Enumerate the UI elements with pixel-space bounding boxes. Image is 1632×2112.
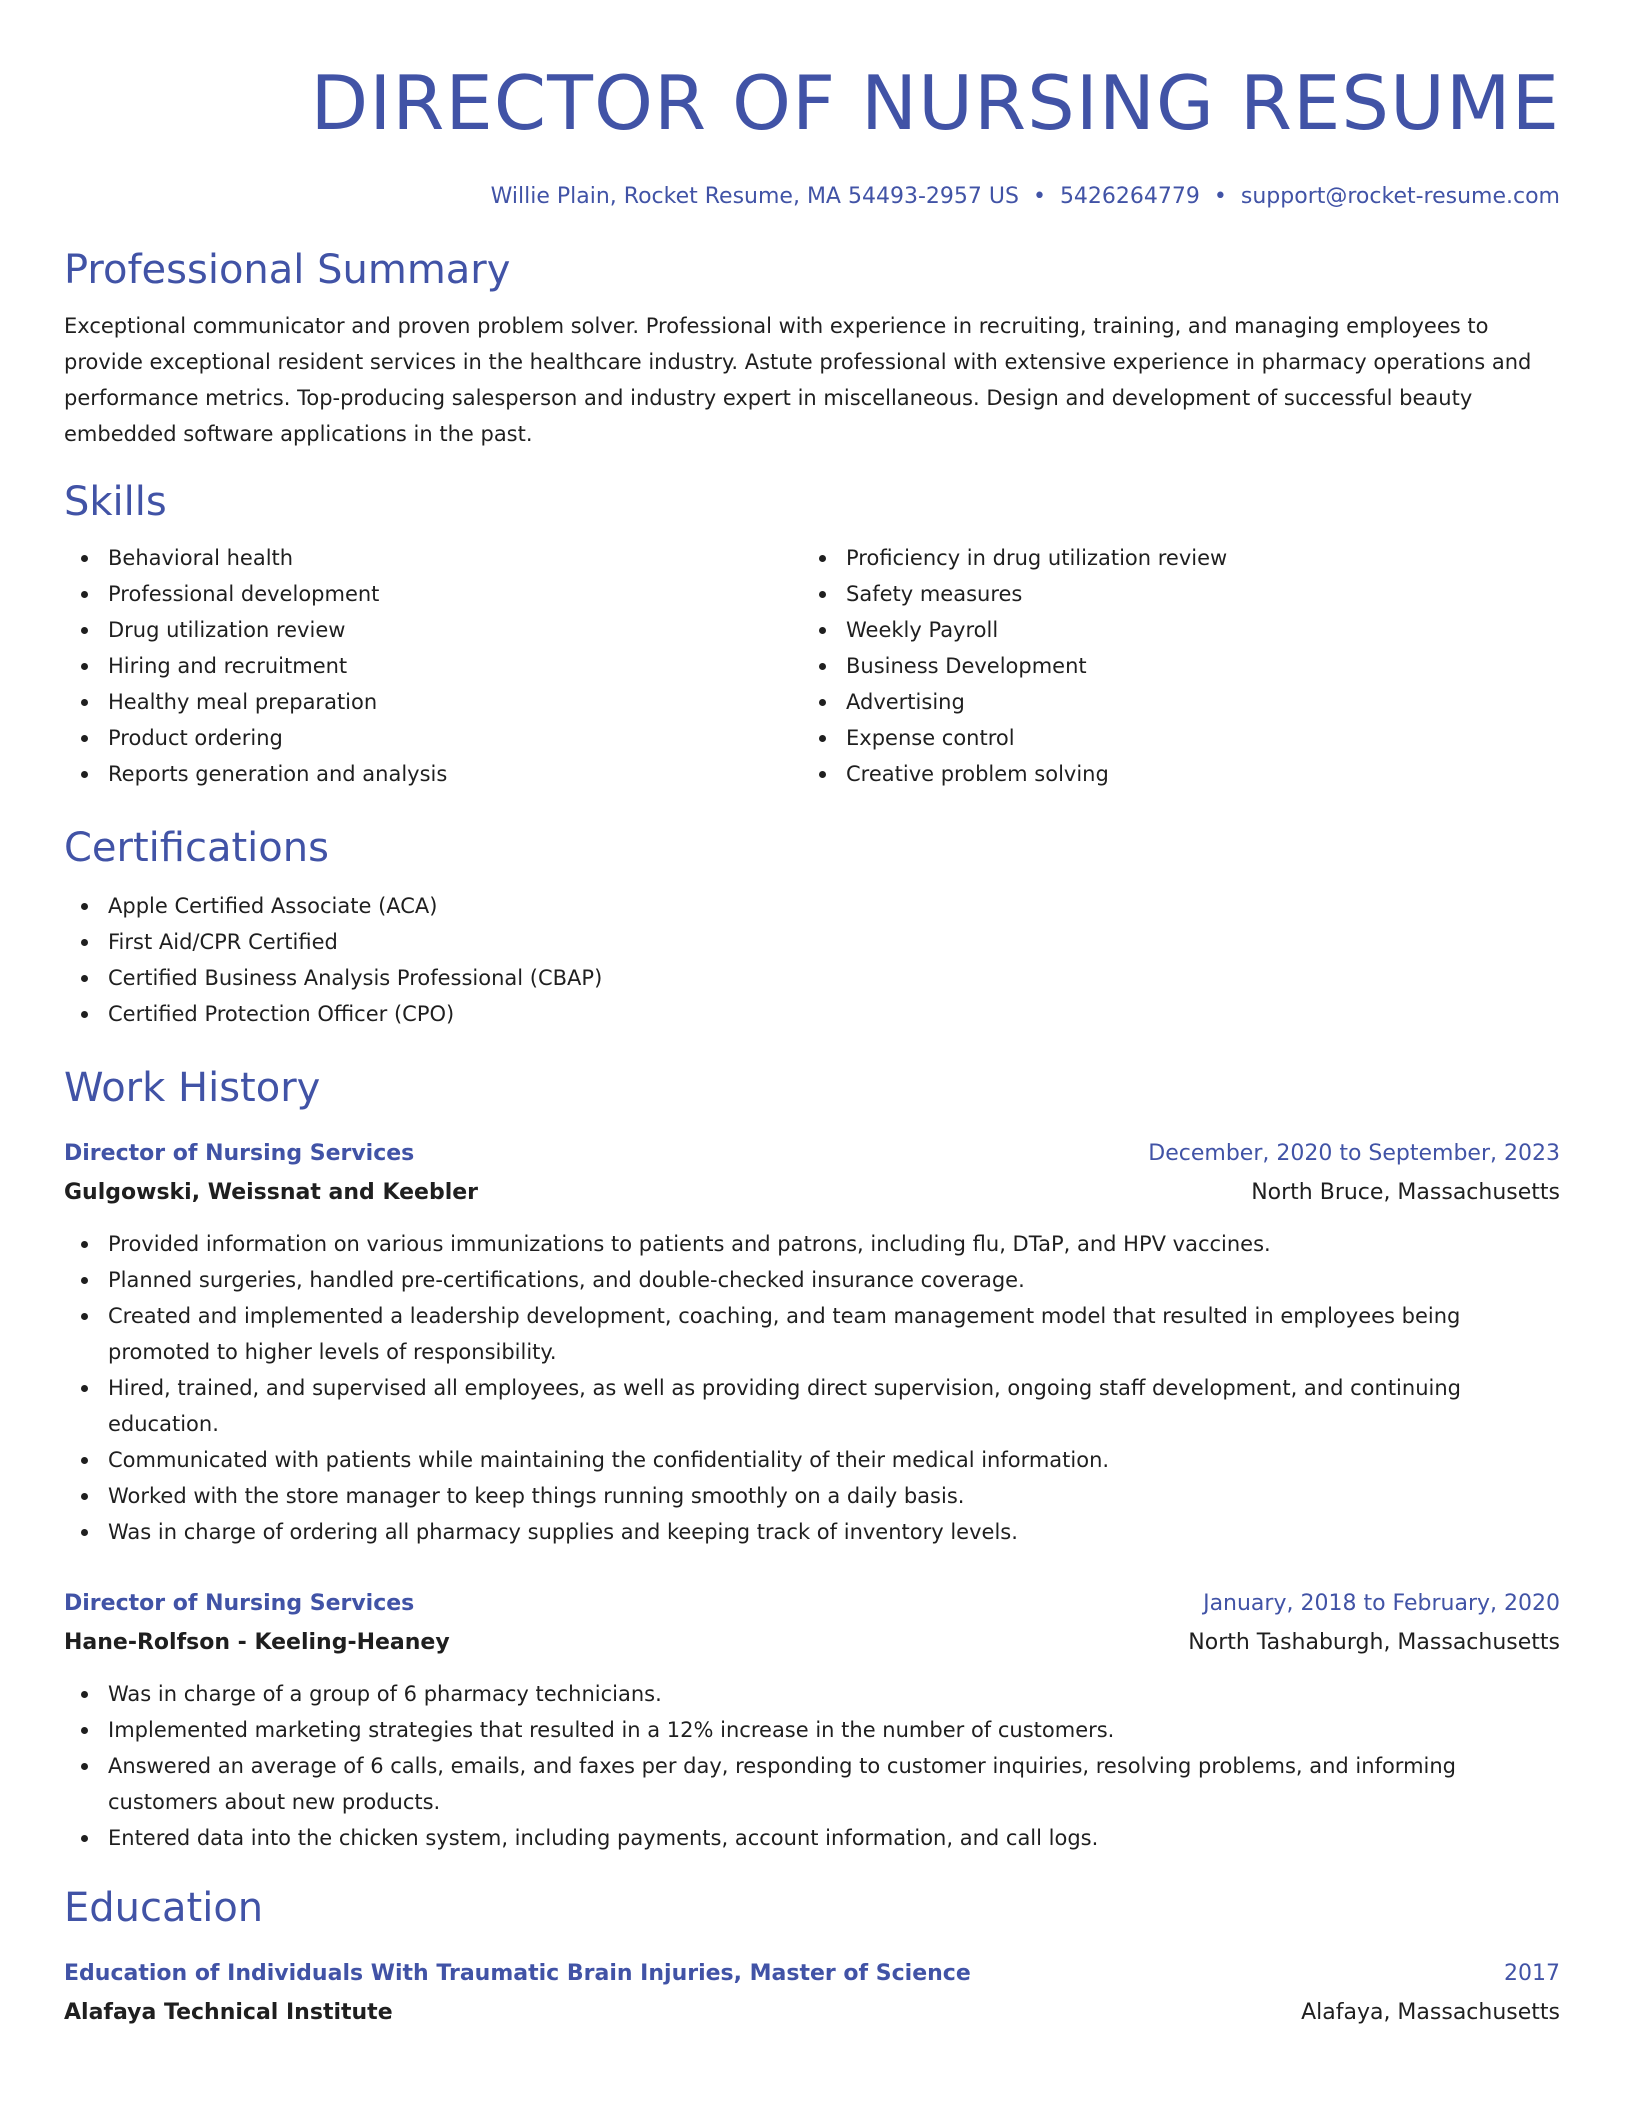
- skill-item: Drug utilization review: [64, 612, 802, 648]
- skill-item: Product ordering: [64, 720, 802, 756]
- skill-item: Hiring and recruitment: [64, 648, 802, 684]
- skills-columns: [64, 540, 1560, 792]
- education-entry: [64, 1954, 1560, 2032]
- job-dates: December, 2020 to September, 2023: [1148, 1141, 1560, 1166]
- job-company-row: [64, 1624, 1560, 1662]
- skill-item: Business Development: [802, 648, 1540, 684]
- certification-item: First Aid/CPR Certified: [64, 924, 1560, 960]
- skill-item: Behavioral health: [64, 540, 802, 576]
- work-history-heading: Work History: [64, 1065, 321, 1111]
- job-duties-list: [64, 1676, 1560, 1856]
- contact-phone: 5426264779: [1059, 184, 1200, 209]
- job-duty: Was in charge of a group of 6 pharmacy technicians.: [64, 1676, 1560, 1712]
- education-degree: Education of Individuals With Traumatic Brain Injuries, Master of Science: [64, 1961, 971, 1986]
- job-duty: Planned surgeries, handled pre-certifications, and double-checked insurance coverage.: [64, 1262, 1560, 1298]
- skill-item: Proficiency in drug utilization review: [802, 540, 1540, 576]
- job-duty: Was in charge of ordering all pharmacy supplies and keeping track of inventory levels.: [64, 1514, 1560, 1550]
- job-header-row: [64, 1584, 1560, 1624]
- job-dates: January, 2018 to February, 2020: [1203, 1591, 1560, 1616]
- contact-email: support@rocket-resume.com: [1240, 184, 1560, 209]
- job-header-row: [64, 1134, 1560, 1174]
- resume-title: DIRECTOR OF NURSING RESUME: [310, 59, 1560, 147]
- skills-list-left: [64, 540, 802, 792]
- education-heading: Education: [64, 1885, 264, 1931]
- job-company-row: [64, 1174, 1560, 1212]
- job-duty: Created and implemented a leadership development, coaching, and team management model that resulted in employees being promoted to higher levels of responsibility.: [64, 1298, 1560, 1370]
- job-duty: Hired, trained, and supervised all employees, as well as providing direct supervision, ongoing staff development, and continuing education.: [64, 1370, 1560, 1442]
- education-school-row: [64, 1994, 1560, 2032]
- certification-item: Apple Certified Associate (ACA): [64, 888, 1560, 924]
- skills-column-right: [802, 540, 1540, 792]
- job-duty: Communicated with patients while maintaining the confidentiality of their medical information.: [64, 1442, 1560, 1478]
- skill-item: Safety measures: [802, 576, 1540, 612]
- education-year: 2017: [1504, 1961, 1560, 1986]
- job-duty: Implemented marketing strategies that resulted in a 12% increase in the number of customers.: [64, 1712, 1560, 1748]
- summary-heading: Professional Summary: [64, 247, 511, 293]
- skill-item: Professional development: [64, 576, 802, 612]
- job-company: Gulgowski, Weissnat and Keebler: [64, 1180, 479, 1205]
- summary-text: Exceptional communicator and proven problem solver. Professional with experience in recruiting, training, and managing employees to provide exceptional resident services in the healthcare industry. Astute professional with extensive experience in pharmacy operations and performance metrics. Top-producing salesperson and industry expert in miscellaneous. Design and development of successful beauty embedded software applications in the past.: [64, 314, 1532, 446]
- skill-item: Weekly Payroll: [802, 612, 1540, 648]
- certification-item: Certified Business Analysis Professional (CBAP): [64, 960, 1560, 996]
- job-location: North Bruce, Massachusetts: [1251, 1180, 1560, 1205]
- job-duty: Answered an average of 6 calls, emails, and faxes per day, responding to customer inquiries, resolving problems, and informing customers about new products.: [64, 1748, 1560, 1820]
- job-company: Hane-Rolfson - Keeling-Heaney: [64, 1630, 450, 1655]
- education-school: Alafaya Technical Institute: [64, 2000, 393, 2025]
- job-duties-list: [64, 1226, 1560, 1550]
- skill-item: Healthy meal preparation: [64, 684, 802, 720]
- job-role: Director of Nursing Services: [64, 1591, 415, 1616]
- job-entry: [64, 1134, 1560, 1550]
- contact-line: [64, 182, 1560, 212]
- job-entry: [64, 1584, 1560, 1856]
- education-location: Alafaya, Massachusetts: [1301, 2000, 1560, 2025]
- contact-separator: •: [1213, 184, 1227, 209]
- skill-item: Expense control: [802, 720, 1540, 756]
- skills-list-right: [802, 540, 1540, 792]
- skill-item: Reports generation and analysis: [64, 756, 802, 792]
- job-duty: Entered data into the chicken system, including payments, account information, and call logs.: [64, 1820, 1560, 1856]
- skill-item: Creative problem solving: [802, 756, 1540, 792]
- contact-separator: •: [1032, 184, 1046, 209]
- skills-column-left: [64, 540, 802, 792]
- job-duty: Worked with the store manager to keep things running smoothly on a daily basis.: [64, 1478, 1560, 1514]
- skills-heading: Skills: [64, 479, 167, 525]
- skill-item: Advertising: [802, 684, 1540, 720]
- certifications-heading: Certifications: [64, 825, 329, 871]
- certifications-list: [64, 888, 1560, 1032]
- certification-item: Certified Protection Officer (CPO): [64, 996, 1560, 1032]
- job-duty: Provided information on various immunizations to patients and patrons, including flu, DTaP, and HPV vaccines.: [64, 1226, 1560, 1262]
- job-role: Director of Nursing Services: [64, 1141, 415, 1166]
- education-header-row: [64, 1954, 1560, 1994]
- resume-page: [64, 0, 1560, 2032]
- job-location: North Tashaburgh, Massachusetts: [1188, 1630, 1560, 1655]
- contact-address: Willie Plain, Rocket Resume, MA 54493-2957 US: [490, 184, 1019, 209]
